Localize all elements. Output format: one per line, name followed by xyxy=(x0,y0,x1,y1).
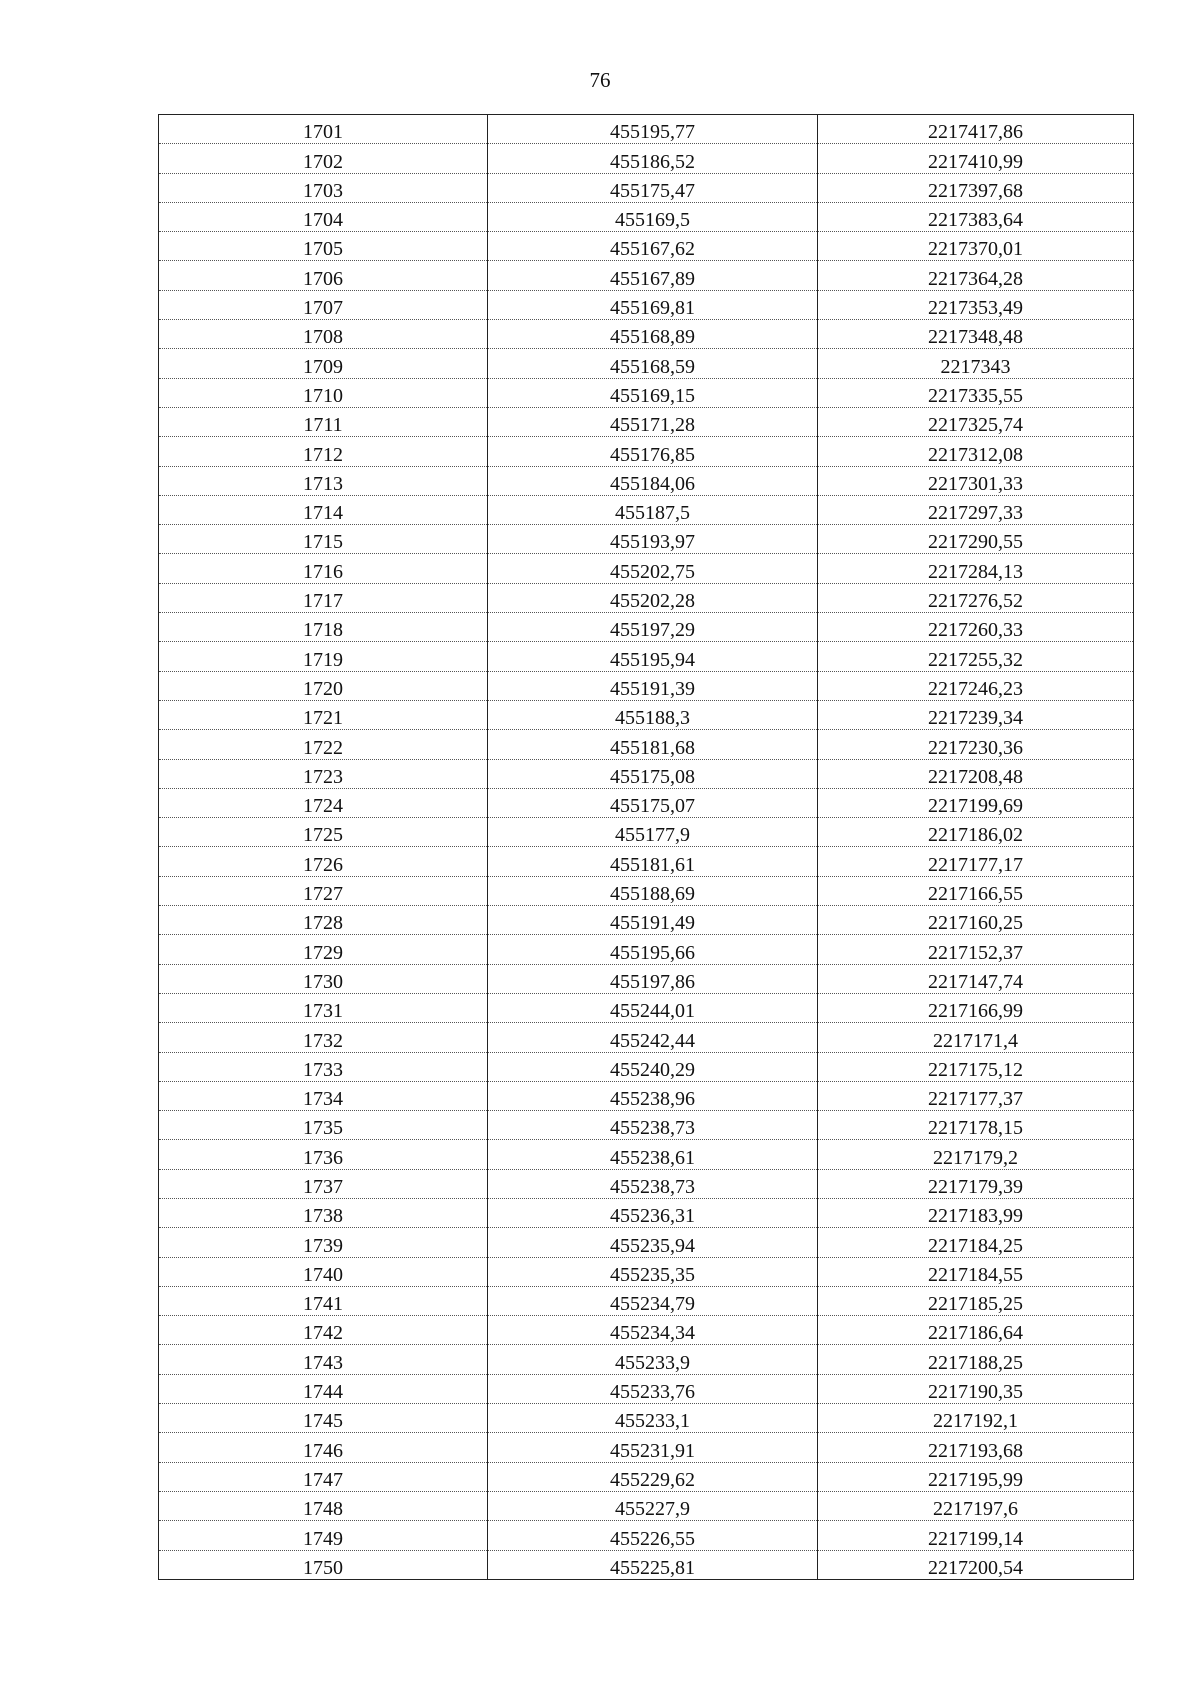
x-coordinate-cell: 455187,5 xyxy=(488,495,818,524)
x-coordinate-cell: 455238,73 xyxy=(488,1111,818,1140)
x-coordinate-cell: 455235,94 xyxy=(488,1228,818,1257)
x-coordinate-cell: 455188,3 xyxy=(488,700,818,729)
table-row xyxy=(159,583,1134,612)
y-coordinate-cell: 2217160,25 xyxy=(818,906,1134,935)
table-row xyxy=(159,437,1134,466)
y-coordinate-cell: 2217255,32 xyxy=(818,642,1134,671)
x-coordinate-cell: 455195,77 xyxy=(488,115,818,144)
x-coordinate-cell: 455225,81 xyxy=(488,1550,818,1579)
y-coordinate-cell: 2217166,55 xyxy=(818,876,1134,905)
y-coordinate-cell: 2217208,48 xyxy=(818,759,1134,788)
point-number-cell: 1705 xyxy=(159,232,488,261)
x-coordinate-cell: 455242,44 xyxy=(488,1023,818,1052)
x-coordinate-cell: 455169,15 xyxy=(488,378,818,407)
coordinates-table xyxy=(158,114,1134,1580)
point-number-cell: 1724 xyxy=(159,788,488,817)
point-number-cell: 1725 xyxy=(159,818,488,847)
point-number-cell: 1748 xyxy=(159,1491,488,1520)
y-coordinate-cell: 2217192,1 xyxy=(818,1404,1134,1433)
point-number-cell: 1743 xyxy=(159,1345,488,1374)
y-coordinate-cell: 2217177,37 xyxy=(818,1081,1134,1110)
point-number-cell: 1708 xyxy=(159,320,488,349)
y-coordinate-cell: 2217284,13 xyxy=(818,554,1134,583)
x-coordinate-cell: 455238,96 xyxy=(488,1081,818,1110)
y-coordinate-cell: 2217193,68 xyxy=(818,1433,1134,1462)
table-row xyxy=(159,1081,1134,1110)
y-coordinate-cell: 2217348,48 xyxy=(818,320,1134,349)
table-row xyxy=(159,349,1134,378)
x-coordinate-cell: 455238,61 xyxy=(488,1140,818,1169)
table-row xyxy=(159,700,1134,729)
point-number-cell: 1719 xyxy=(159,642,488,671)
point-number-cell: 1737 xyxy=(159,1169,488,1198)
point-number-cell: 1745 xyxy=(159,1404,488,1433)
x-coordinate-cell: 455167,62 xyxy=(488,232,818,261)
point-number-cell: 1710 xyxy=(159,378,488,407)
y-coordinate-cell: 2217417,86 xyxy=(818,115,1134,144)
x-coordinate-cell: 455176,85 xyxy=(488,437,818,466)
y-coordinate-cell: 2217171,4 xyxy=(818,1023,1134,1052)
y-coordinate-cell: 2217177,17 xyxy=(818,847,1134,876)
y-coordinate-cell: 2217152,37 xyxy=(818,935,1134,964)
x-coordinate-cell: 455167,89 xyxy=(488,261,818,290)
y-coordinate-cell: 2217297,33 xyxy=(818,495,1134,524)
x-coordinate-cell: 455193,97 xyxy=(488,525,818,554)
table-row xyxy=(159,671,1134,700)
x-coordinate-cell: 455168,59 xyxy=(488,349,818,378)
coordinates-table-body xyxy=(159,115,1134,1580)
table-row xyxy=(159,144,1134,173)
table-row xyxy=(159,1286,1134,1315)
point-number-cell: 1701 xyxy=(159,115,488,144)
table-row xyxy=(159,232,1134,261)
table-row xyxy=(159,1404,1134,1433)
x-coordinate-cell: 455244,01 xyxy=(488,993,818,1022)
point-number-cell: 1735 xyxy=(159,1111,488,1140)
y-coordinate-cell: 2217190,35 xyxy=(818,1374,1134,1403)
table-row xyxy=(159,1491,1134,1520)
x-coordinate-cell: 455184,06 xyxy=(488,466,818,495)
point-number-cell: 1742 xyxy=(159,1316,488,1345)
y-coordinate-cell: 2217260,33 xyxy=(818,613,1134,642)
x-coordinate-cell: 455171,28 xyxy=(488,407,818,436)
table-row xyxy=(159,1169,1134,1198)
x-coordinate-cell: 455197,86 xyxy=(488,964,818,993)
x-coordinate-cell: 455229,62 xyxy=(488,1462,818,1491)
point-number-cell: 1703 xyxy=(159,173,488,202)
table-row xyxy=(159,1198,1134,1227)
point-number-cell: 1709 xyxy=(159,349,488,378)
x-coordinate-cell: 455226,55 xyxy=(488,1521,818,1550)
y-coordinate-cell: 2217195,99 xyxy=(818,1462,1134,1491)
table-row xyxy=(159,525,1134,554)
table-row xyxy=(159,466,1134,495)
point-number-cell: 1740 xyxy=(159,1257,488,1286)
table-row xyxy=(159,1111,1134,1140)
y-coordinate-cell: 2217188,25 xyxy=(818,1345,1134,1374)
y-coordinate-cell: 2217147,74 xyxy=(818,964,1134,993)
point-number-cell: 1739 xyxy=(159,1228,488,1257)
x-coordinate-cell: 455169,81 xyxy=(488,290,818,319)
y-coordinate-cell: 2217397,68 xyxy=(818,173,1134,202)
x-coordinate-cell: 455197,29 xyxy=(488,613,818,642)
x-coordinate-cell: 455233,9 xyxy=(488,1345,818,1374)
table-row xyxy=(159,818,1134,847)
table-row xyxy=(159,202,1134,231)
table-row xyxy=(159,1023,1134,1052)
y-coordinate-cell: 2217383,64 xyxy=(818,202,1134,231)
point-number-cell: 1727 xyxy=(159,876,488,905)
y-coordinate-cell: 2217183,99 xyxy=(818,1198,1134,1227)
table-row xyxy=(159,1316,1134,1345)
point-number-cell: 1702 xyxy=(159,144,488,173)
y-coordinate-cell: 2217197,6 xyxy=(818,1491,1134,1520)
x-coordinate-cell: 455195,66 xyxy=(488,935,818,964)
point-number-cell: 1706 xyxy=(159,261,488,290)
point-number-cell: 1750 xyxy=(159,1550,488,1579)
point-number-cell: 1716 xyxy=(159,554,488,583)
table-row xyxy=(159,613,1134,642)
y-coordinate-cell: 2217200,54 xyxy=(818,1550,1134,1579)
point-number-cell: 1712 xyxy=(159,437,488,466)
table-row xyxy=(159,1140,1134,1169)
point-number-cell: 1720 xyxy=(159,671,488,700)
y-coordinate-cell: 2217312,08 xyxy=(818,437,1134,466)
table-row xyxy=(159,320,1134,349)
y-coordinate-cell: 2217186,02 xyxy=(818,818,1134,847)
x-coordinate-cell: 455233,1 xyxy=(488,1404,818,1433)
table-row xyxy=(159,876,1134,905)
page-number: 76 xyxy=(589,68,611,92)
point-number-cell: 1730 xyxy=(159,964,488,993)
y-coordinate-cell: 2217353,49 xyxy=(818,290,1134,319)
point-number-cell: 1721 xyxy=(159,700,488,729)
point-number-cell: 1731 xyxy=(159,993,488,1022)
y-coordinate-cell: 2217370,01 xyxy=(818,232,1134,261)
y-coordinate-cell: 2217239,34 xyxy=(818,700,1134,729)
table-row xyxy=(159,1550,1134,1579)
x-coordinate-cell: 455202,28 xyxy=(488,583,818,612)
y-coordinate-cell: 2217410,99 xyxy=(818,144,1134,173)
table-row xyxy=(159,261,1134,290)
x-coordinate-cell: 455235,35 xyxy=(488,1257,818,1286)
y-coordinate-cell: 2217179,39 xyxy=(818,1169,1134,1198)
y-coordinate-cell: 2217335,55 xyxy=(818,378,1134,407)
y-coordinate-cell: 2217186,64 xyxy=(818,1316,1134,1345)
point-number-cell: 1734 xyxy=(159,1081,488,1110)
table-row xyxy=(159,906,1134,935)
x-coordinate-cell: 455186,52 xyxy=(488,144,818,173)
point-number-cell: 1713 xyxy=(159,466,488,495)
table-row xyxy=(159,378,1134,407)
table-row xyxy=(159,642,1134,671)
table-row xyxy=(159,1052,1134,1081)
x-coordinate-cell: 455195,94 xyxy=(488,642,818,671)
table-row xyxy=(159,788,1134,817)
table-row xyxy=(159,1521,1134,1550)
y-coordinate-cell: 2217364,28 xyxy=(818,261,1134,290)
x-coordinate-cell: 455202,75 xyxy=(488,554,818,583)
point-number-cell: 1729 xyxy=(159,935,488,964)
table-row xyxy=(159,730,1134,759)
point-number-cell: 1728 xyxy=(159,906,488,935)
table-row xyxy=(159,554,1134,583)
table-row xyxy=(159,1462,1134,1491)
x-coordinate-cell: 455238,73 xyxy=(488,1169,818,1198)
table-row xyxy=(159,964,1134,993)
table-row xyxy=(159,847,1134,876)
point-number-cell: 1707 xyxy=(159,290,488,319)
point-number-cell: 1715 xyxy=(159,525,488,554)
table-row xyxy=(159,1228,1134,1257)
y-coordinate-cell: 2217175,12 xyxy=(818,1052,1134,1081)
point-number-cell: 1711 xyxy=(159,407,488,436)
x-coordinate-cell: 455236,31 xyxy=(488,1198,818,1227)
y-coordinate-cell: 2217246,23 xyxy=(818,671,1134,700)
point-number-cell: 1733 xyxy=(159,1052,488,1081)
y-coordinate-cell: 2217290,55 xyxy=(818,525,1134,554)
y-coordinate-cell: 2217301,33 xyxy=(818,466,1134,495)
point-number-cell: 1726 xyxy=(159,847,488,876)
x-coordinate-cell: 455240,29 xyxy=(488,1052,818,1081)
y-coordinate-cell: 2217184,55 xyxy=(818,1257,1134,1286)
table-row xyxy=(159,1433,1134,1462)
y-coordinate-cell: 2217184,25 xyxy=(818,1228,1134,1257)
x-coordinate-cell: 455181,68 xyxy=(488,730,818,759)
y-coordinate-cell: 2217230,36 xyxy=(818,730,1134,759)
y-coordinate-cell: 2217179,2 xyxy=(818,1140,1134,1169)
point-number-cell: 1714 xyxy=(159,495,488,524)
x-coordinate-cell: 455227,9 xyxy=(488,1491,818,1520)
y-coordinate-cell: 2217199,69 xyxy=(818,788,1134,817)
point-number-cell: 1749 xyxy=(159,1521,488,1550)
x-coordinate-cell: 455234,34 xyxy=(488,1316,818,1345)
point-number-cell: 1717 xyxy=(159,583,488,612)
x-coordinate-cell: 455233,76 xyxy=(488,1374,818,1403)
y-coordinate-cell: 2217185,25 xyxy=(818,1286,1134,1315)
point-number-cell: 1723 xyxy=(159,759,488,788)
x-coordinate-cell: 455231,91 xyxy=(488,1433,818,1462)
x-coordinate-cell: 455175,08 xyxy=(488,759,818,788)
point-number-cell: 1738 xyxy=(159,1198,488,1227)
point-number-cell: 1718 xyxy=(159,613,488,642)
y-coordinate-cell: 2217166,99 xyxy=(818,993,1134,1022)
point-number-cell: 1747 xyxy=(159,1462,488,1491)
table-row xyxy=(159,407,1134,436)
y-coordinate-cell: 2217199,14 xyxy=(818,1521,1134,1550)
y-coordinate-cell: 2217343 xyxy=(818,349,1134,378)
point-number-cell: 1736 xyxy=(159,1140,488,1169)
x-coordinate-cell: 455234,79 xyxy=(488,1286,818,1315)
x-coordinate-cell: 455175,47 xyxy=(488,173,818,202)
x-coordinate-cell: 455181,61 xyxy=(488,847,818,876)
x-coordinate-cell: 455188,69 xyxy=(488,876,818,905)
table-row xyxy=(159,173,1134,202)
table-row xyxy=(159,993,1134,1022)
x-coordinate-cell: 455191,49 xyxy=(488,906,818,935)
point-number-cell: 1704 xyxy=(159,202,488,231)
table-row xyxy=(159,115,1134,144)
x-coordinate-cell: 455191,39 xyxy=(488,671,818,700)
table-row xyxy=(159,290,1134,319)
table-row xyxy=(159,1257,1134,1286)
table-row xyxy=(159,935,1134,964)
x-coordinate-cell: 455177,9 xyxy=(488,818,818,847)
x-coordinate-cell: 455175,07 xyxy=(488,788,818,817)
table-row xyxy=(159,759,1134,788)
point-number-cell: 1746 xyxy=(159,1433,488,1462)
point-number-cell: 1741 xyxy=(159,1286,488,1315)
y-coordinate-cell: 2217178,15 xyxy=(818,1111,1134,1140)
point-number-cell: 1722 xyxy=(159,730,488,759)
y-coordinate-cell: 2217276,52 xyxy=(818,583,1134,612)
x-coordinate-cell: 455169,5 xyxy=(488,202,818,231)
point-number-cell: 1744 xyxy=(159,1374,488,1403)
point-number-cell: 1732 xyxy=(159,1023,488,1052)
table-row xyxy=(159,1374,1134,1403)
y-coordinate-cell: 2217325,74 xyxy=(818,407,1134,436)
table-row xyxy=(159,495,1134,524)
x-coordinate-cell: 455168,89 xyxy=(488,320,818,349)
table-row xyxy=(159,1345,1134,1374)
